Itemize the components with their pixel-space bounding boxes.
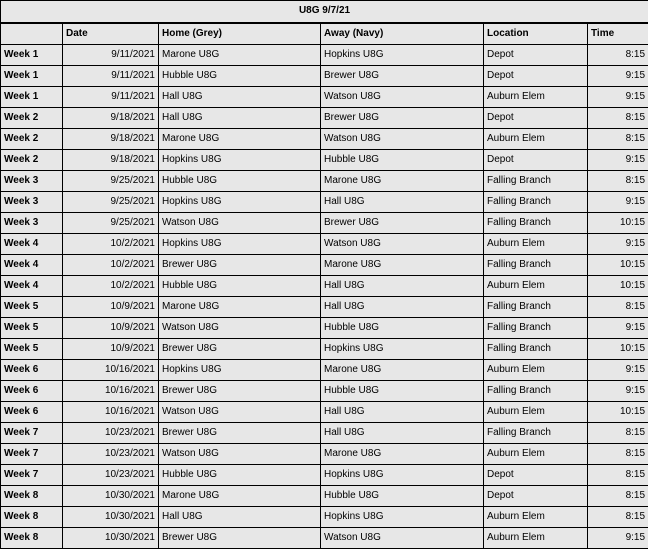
cell-week[interactable]: Week 3 — [1, 212, 63, 233]
cell-date[interactable]: 10/2/2021 — [63, 254, 159, 275]
header-time[interactable]: Time — [588, 23, 648, 45]
cell-location[interactable]: Auburn Elem — [484, 86, 588, 107]
cell-week[interactable]: Week 7 — [1, 443, 63, 464]
table-row — [1, 401, 648, 422]
cell-location[interactable]: Auburn Elem — [484, 128, 588, 149]
cell-home[interactable]: Hopkins U8G — [159, 149, 321, 170]
cell-date[interactable]: 9/11/2021 — [63, 65, 159, 86]
cell-home[interactable]: Hopkins U8G — [159, 359, 321, 380]
cell-date[interactable]: 10/30/2021 — [63, 527, 159, 548]
cell-location[interactable]: Depot — [484, 107, 588, 128]
cell-home[interactable]: Hubble U8G — [159, 275, 321, 296]
cell-away[interactable]: Marone U8G — [321, 254, 484, 275]
table-row — [1, 359, 648, 380]
cell-week[interactable]: Week 7 — [1, 422, 63, 443]
cell-location[interactable]: Auburn Elem — [484, 275, 588, 296]
cell-date[interactable]: 9/18/2021 — [63, 107, 159, 128]
cell-away[interactable]: Marone U8G — [321, 359, 484, 380]
cell-away[interactable]: Hubble U8G — [321, 380, 484, 401]
table-row — [1, 212, 648, 233]
cell-week[interactable]: Week 2 — [1, 128, 63, 149]
cell-away[interactable]: Hopkins U8G — [321, 338, 484, 359]
cell-week[interactable]: Week 5 — [1, 296, 63, 317]
cell-home[interactable]: Hubble U8G — [159, 170, 321, 191]
cell-home[interactable]: Brewer U8G — [159, 254, 321, 275]
table-row — [1, 107, 648, 128]
cell-week[interactable]: Week 3 — [1, 170, 63, 191]
header-week[interactable] — [1, 23, 63, 45]
cell-date[interactable]: 10/9/2021 — [63, 317, 159, 338]
cell-week[interactable]: Week 4 — [1, 275, 63, 296]
cell-home[interactable]: Hall U8G — [159, 107, 321, 128]
cell-away[interactable]: Hubble U8G — [321, 149, 484, 170]
cell-home[interactable]: Watson U8G — [159, 317, 321, 338]
cell-away[interactable]: Hall U8G — [321, 191, 484, 212]
cell-away[interactable]: Hopkins U8G — [321, 506, 484, 527]
cell-home[interactable]: Brewer U8G — [159, 422, 321, 443]
cell-date[interactable]: 10/16/2021 — [63, 401, 159, 422]
cell-time[interactable]: 8:15 — [588, 170, 648, 191]
cell-location[interactable]: Depot — [484, 149, 588, 170]
table-row — [1, 233, 648, 254]
cell-away[interactable]: Watson U8G — [321, 233, 484, 254]
cell-time[interactable]: 9:15 — [588, 233, 648, 254]
cell-away[interactable]: Hall U8G — [321, 296, 484, 317]
cell-week[interactable]: Week 7 — [1, 464, 63, 485]
cell-location[interactable]: Depot — [484, 464, 588, 485]
cell-location[interactable]: Falling Branch — [484, 317, 588, 338]
cell-home[interactable]: Brewer U8G — [159, 527, 321, 548]
cell-date[interactable]: 10/30/2021 — [63, 485, 159, 506]
cell-week[interactable]: Week 4 — [1, 233, 63, 254]
table-row — [1, 380, 648, 401]
cell-away[interactable]: Watson U8G — [321, 86, 484, 107]
cell-away[interactable]: Hall U8G — [321, 401, 484, 422]
table-row — [1, 149, 648, 170]
header-away[interactable]: Away (Navy) — [321, 23, 484, 45]
cell-date[interactable]: 9/11/2021 — [63, 44, 159, 65]
cell-away[interactable]: Hubble U8G — [321, 317, 484, 338]
cell-time[interactable]: 9:15 — [588, 86, 648, 107]
cell-location[interactable]: Auburn Elem — [484, 443, 588, 464]
cell-week[interactable]: Week 8 — [1, 527, 63, 548]
cell-week[interactable]: Week 8 — [1, 485, 63, 506]
cell-home[interactable]: Hubble U8G — [159, 464, 321, 485]
cell-home[interactable]: Watson U8G — [159, 212, 321, 233]
cell-away[interactable]: Hopkins U8G — [321, 464, 484, 485]
cell-date[interactable]: 9/25/2021 — [63, 170, 159, 191]
title-row — [1, 1, 648, 23]
header-date[interactable]: Date — [63, 23, 159, 45]
table-row — [1, 170, 648, 191]
cell-date[interactable]: 9/25/2021 — [63, 212, 159, 233]
cell-away[interactable]: Hopkins U8G — [321, 44, 484, 65]
cell-week[interactable]: Week 5 — [1, 338, 63, 359]
cell-home[interactable]: Hall U8G — [159, 506, 321, 527]
table-row — [1, 506, 648, 527]
cell-date[interactable]: 9/18/2021 — [63, 149, 159, 170]
cell-away[interactable]: Hall U8G — [321, 275, 484, 296]
header-location[interactable]: Location — [484, 23, 588, 45]
table-row — [1, 485, 648, 506]
table-row — [1, 422, 648, 443]
cell-location[interactable]: Auburn Elem — [484, 527, 588, 548]
header-home[interactable]: Home (Grey) — [159, 23, 321, 45]
cell-week[interactable]: Week 2 — [1, 107, 63, 128]
cell-home[interactable]: Marone U8G — [159, 296, 321, 317]
cell-location[interactable]: Falling Branch — [484, 212, 588, 233]
cell-week[interactable]: Week 1 — [1, 65, 63, 86]
table-row — [1, 254, 648, 275]
cell-location[interactable]: Depot — [484, 65, 588, 86]
cell-location[interactable]: Falling Branch — [484, 296, 588, 317]
cell-time[interactable]: 9:15 — [588, 527, 648, 548]
cell-week[interactable]: Week 3 — [1, 191, 63, 212]
cell-week[interactable]: Week 4 — [1, 254, 63, 275]
table-row — [1, 44, 648, 65]
cell-date[interactable]: 10/9/2021 — [63, 338, 159, 359]
cell-time[interactable]: 8:15 — [588, 296, 648, 317]
cell-time[interactable]: 10:15 — [588, 338, 648, 359]
cell-home[interactable]: Hopkins U8G — [159, 191, 321, 212]
cell-home[interactable]: Watson U8G — [159, 443, 321, 464]
cell-date[interactable]: 10/2/2021 — [63, 275, 159, 296]
cell-time[interactable]: 9:15 — [588, 317, 648, 338]
cell-time[interactable]: 9:15 — [588, 149, 648, 170]
cell-date[interactable]: 10/30/2021 — [63, 506, 159, 527]
cell-home[interactable]: Hall U8G — [159, 86, 321, 107]
cell-time[interactable]: 9:15 — [588, 65, 648, 86]
cell-time[interactable]: 9:15 — [588, 191, 648, 212]
cell-time[interactable]: 8:15 — [588, 44, 648, 65]
cell-time[interactable]: 9:15 — [588, 359, 648, 380]
cell-location[interactable]: Falling Branch — [484, 170, 588, 191]
cell-location[interactable]: Depot — [484, 44, 588, 65]
cell-date[interactable]: 10/16/2021 — [63, 380, 159, 401]
cell-home[interactable]: Brewer U8G — [159, 338, 321, 359]
table-row — [1, 128, 648, 149]
cell-week[interactable]: Week 1 — [1, 86, 63, 107]
cell-time[interactable]: 10:15 — [588, 212, 648, 233]
cell-week[interactable]: Week 8 — [1, 506, 63, 527]
table-row — [1, 464, 648, 485]
cell-location[interactable]: Auburn Elem — [484, 233, 588, 254]
sheet-title[interactable]: U8G 9/7/21 — [1, 1, 648, 23]
table-row — [1, 317, 648, 338]
cell-time[interactable]: 10:15 — [588, 401, 648, 422]
cell-time[interactable]: 8:15 — [588, 506, 648, 527]
cell-date[interactable]: 10/23/2021 — [63, 422, 159, 443]
cell-time[interactable]: 8:15 — [588, 107, 648, 128]
cell-time[interactable]: 9:15 — [588, 380, 648, 401]
cell-date[interactable]: 10/23/2021 — [63, 464, 159, 485]
cell-time[interactable]: 8:15 — [588, 443, 648, 464]
cell-away[interactable]: Brewer U8G — [321, 107, 484, 128]
cell-location[interactable]: Auburn Elem — [484, 359, 588, 380]
cell-home[interactable]: Hubble U8G — [159, 65, 321, 86]
cell-home[interactable]: Marone U8G — [159, 44, 321, 65]
cell-date[interactable]: 10/23/2021 — [63, 443, 159, 464]
cell-time[interactable]: 8:15 — [588, 128, 648, 149]
cell-location[interactable]: Falling Branch — [484, 191, 588, 212]
table-row — [1, 86, 648, 107]
cell-away[interactable]: Marone U8G — [321, 170, 484, 191]
cell-away[interactable]: Hall U8G — [321, 422, 484, 443]
table-row — [1, 65, 648, 86]
cell-week[interactable]: Week 6 — [1, 380, 63, 401]
cell-away[interactable]: Brewer U8G — [321, 65, 484, 86]
cell-week[interactable]: Week 6 — [1, 401, 63, 422]
cell-date[interactable]: 9/18/2021 — [63, 128, 159, 149]
table-row — [1, 443, 648, 464]
cell-home[interactable]: Marone U8G — [159, 485, 321, 506]
cell-date[interactable]: 10/16/2021 — [63, 359, 159, 380]
header-row — [1, 23, 648, 45]
cell-home[interactable]: Watson U8G — [159, 401, 321, 422]
cell-away[interactable]: Brewer U8G — [321, 212, 484, 233]
cell-date[interactable]: 9/11/2021 — [63, 86, 159, 107]
cell-time[interactable]: 10:15 — [588, 275, 648, 296]
cell-week[interactable]: Week 1 — [1, 44, 63, 65]
cell-date[interactable]: 10/2/2021 — [63, 233, 159, 254]
cell-away[interactable]: Watson U8G — [321, 527, 484, 548]
table-row — [1, 338, 648, 359]
cell-date[interactable]: 10/9/2021 — [63, 296, 159, 317]
cell-week[interactable]: Week 2 — [1, 149, 63, 170]
cell-home[interactable]: Brewer U8G — [159, 380, 321, 401]
cell-week[interactable]: Week 6 — [1, 359, 63, 380]
cell-time[interactable]: 8:15 — [588, 464, 648, 485]
cell-away[interactable]: Watson U8G — [321, 128, 484, 149]
table-row — [1, 275, 648, 296]
table-row — [1, 191, 648, 212]
cell-location[interactable]: Auburn Elem — [484, 401, 588, 422]
table-row — [1, 296, 648, 317]
cell-week[interactable]: Week 5 — [1, 317, 63, 338]
cell-time[interactable]: 8:15 — [588, 485, 648, 506]
cell-date[interactable]: 9/25/2021 — [63, 191, 159, 212]
cell-location[interactable]: Falling Branch — [484, 254, 588, 275]
cell-time[interactable]: 8:15 — [588, 422, 648, 443]
cell-home[interactable]: Hopkins U8G — [159, 233, 321, 254]
table-row — [1, 527, 648, 548]
cell-location[interactable]: Falling Branch — [484, 338, 588, 359]
cell-home[interactable]: Marone U8G — [159, 128, 321, 149]
cell-away[interactable]: Marone U8G — [321, 443, 484, 464]
cell-time[interactable]: 10:15 — [588, 254, 648, 275]
cell-location[interactable]: Falling Branch — [484, 422, 588, 443]
cell-location[interactable]: Auburn Elem — [484, 506, 588, 527]
cell-location[interactable]: Depot — [484, 485, 588, 506]
cell-location[interactable]: Falling Branch — [484, 380, 588, 401]
cell-away[interactable]: Hubble U8G — [321, 485, 484, 506]
